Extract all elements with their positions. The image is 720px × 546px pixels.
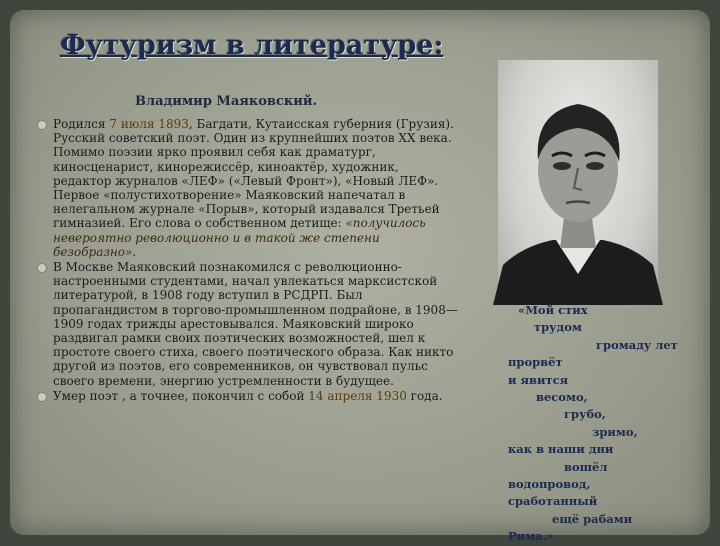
slide <box>10 10 710 544</box>
poem-line: трудом <box>534 320 582 335</box>
portrait-icon <box>498 60 658 305</box>
slide-title: Футуризм в литературе: <box>60 30 444 61</box>
bullet-text: В Москве Маяковский познакомился с революционно-настроенными студентами, начал увлекаться марксистской литературой, в 1908 году вступил в РСДРП. Был пропагандистом в торгово-промышленном подрайоне, в 1908—1909 годах трижды арестовывался. Маяковский широко раздвигал рамки своих поэтических возможностей, шел к простоте своего стиха, своего поэтического образа. Как никто другой из поэтов, его современников, он чувствовал пульс своего времени, энергию устремленности в будущее. <box>53 260 458 388</box>
poem-line: водопровод, <box>508 477 591 492</box>
bullet-list <box>15 117 460 403</box>
portrait-photo <box>498 60 658 305</box>
bullet-text: , Багдати, Кутаисская губерния (Грузия). Русский советский поэт. Один из крупнейших поэтов XX века. Помимо поэзии ярко проявил себя как драматург, киносценарист, кинорежиссёр, киноактёр, художник, редактор журналов «ЛЕФ» («Левый Фронт»), «Новый ЛЕФ». Первое «полустихотворение» Маяковский напечатал в нелегальном журнале «Порыв», который издавался Третьей гимназией. Его слова о собственном детище: <box>53 117 454 231</box>
bullet-text: Умер поэт , а точнее, покончил с собой <box>53 388 309 403</box>
birth-date: 7 июля 1893 <box>109 117 189 131</box>
poem-line: сработанный <box>508 494 598 509</box>
bullet-text: . <box>132 244 137 259</box>
death-date: 14 апреля 1930 <box>308 388 407 403</box>
poet-quote: «получилось невероятно революционно и в такой же степени безобразно» <box>53 216 426 259</box>
poem-line: весомо, <box>536 390 588 405</box>
poem-line: как в наши дни <box>508 442 614 457</box>
bullet-icon <box>37 263 47 273</box>
poem-line: вошёл <box>564 459 608 474</box>
poem-line: Рима.» <box>508 529 554 544</box>
poem-line: ещё рабами <box>552 511 633 526</box>
bullet-text: года. <box>406 388 443 403</box>
poem-line: зримо, <box>592 424 638 439</box>
bullet-item-birth <box>15 117 460 259</box>
biography-text <box>15 117 460 404</box>
slide-subtitle: Владимир Маяковский. <box>135 94 318 109</box>
bullet-icon <box>37 120 47 130</box>
poem-line: прорвёт <box>508 355 563 370</box>
poem-line: грубо, <box>564 407 606 422</box>
bullet-item-moscow <box>15 260 460 388</box>
poem-line: громаду лет <box>596 337 678 352</box>
bullet-item-death <box>15 389 460 403</box>
poem-quote <box>508 302 708 546</box>
bullet-icon <box>37 392 47 402</box>
poem-line: и явится <box>508 372 569 387</box>
bullet-text: Родился <box>53 117 110 131</box>
poem-line: «Мой стих <box>518 303 588 317</box>
